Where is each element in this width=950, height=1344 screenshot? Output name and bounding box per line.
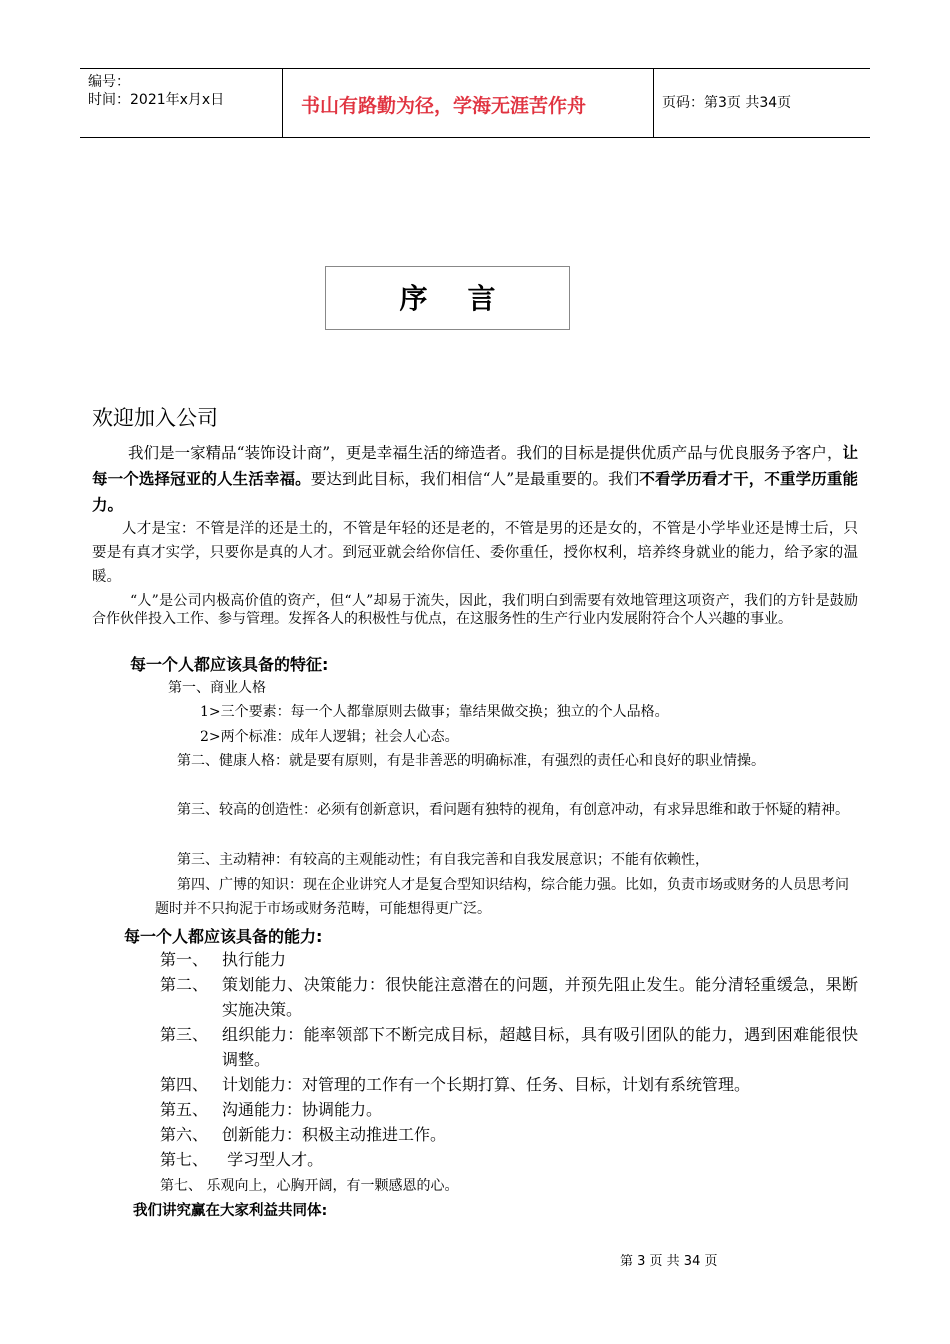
ability-last: 第七、 乐观向上，心胸开阔，有一颗感恩的心。 xyxy=(160,1178,459,1194)
ability-number: 第二、 xyxy=(160,975,209,994)
para1-d: 不看学历看才干，不重学历重能力。 xyxy=(92,469,858,514)
ability-text: 沟通能力：协调能力。 xyxy=(222,1100,383,1119)
ability-text: 计划能力：对管理的工作有一个长期打算、任务、目标，计划有系统管理。 xyxy=(222,1075,751,1094)
ability-number: 第一、 xyxy=(160,950,209,969)
welcome-paragraph-2: 人才是宝：不管是洋的还是土的，不管是年轻的还是老的，不管是男的还是女的，不管是小学毕业还是博士后，只要是有真才实学，只要你是真的人才。到冠亚就会给你信任、委你重任，授你权利，培养终身就业的能力，给予家的温暖。 xyxy=(92,521,858,585)
trait-item: 1>三个要素：每一个人都靠原则去做事；靠结果做交换；独立的个人品格。 xyxy=(200,704,669,720)
para1-b: 让每一个选择冠亚的人生活幸福。 xyxy=(92,443,858,488)
ability-text: 组织能力：能率领部下不断完成目标，超越目标，具有吸引团队的能力，遇到困难能很快调整。 xyxy=(222,1025,858,1069)
page-code: 页码：第3页 共34页 xyxy=(662,95,792,111)
header-page-cell xyxy=(654,69,870,137)
page-footer: 第 3 页 共 34 页 xyxy=(620,1254,718,1269)
ability-number: 第四、 xyxy=(160,1075,209,1094)
number-label: 编号： xyxy=(88,74,130,90)
para1-c: 要达到此目标，我们相信“人”是最重要的。我们 xyxy=(310,470,640,488)
trait-item: 2>两个标准：成年人逻辑；社会人心态。 xyxy=(200,729,459,745)
welcome-paragraph-3: “人”是公司内极高价值的资产，但“人”却易于流失，因此，我们明白到需要有效地管理这项资产，我们的方针是鼓励合作伙伴投入工作、参与管理。发挥各人的积极性与优点，在这服务性的生产行业内发展附符合个人兴趣的事业。 xyxy=(92,593,858,627)
community-heading: 我们讲究赢在大家利益共同体: xyxy=(133,1203,328,1219)
ability-number: 第五、 xyxy=(160,1100,209,1119)
traits-heading: 每一个人都应该具备的特征: xyxy=(130,655,329,674)
trait-item: 第四、广博的知识：现在企业讲究人才是复合型知识结构，综合能力强。比如，负责市场或财务的人员思考问题时并不只拘泥于市场或财务范畴，可能想得更广泛。 xyxy=(155,877,849,917)
ability-text: 创新能力：积极主动推进工作。 xyxy=(222,1125,447,1144)
welcome-paragraph-1 xyxy=(92,440,858,518)
trait-item: 第三、主动精神：有较高的主观能动性；有自我完善和自我发展意识；不能有依赖性， xyxy=(177,852,709,868)
page-title: 序言 xyxy=(399,282,536,315)
abilities-heading: 每一个人都应该具备的能力: xyxy=(124,927,323,946)
time-label: 时间：2021年x月x日 xyxy=(88,92,225,108)
ability-text: 执行能力 xyxy=(222,950,287,969)
para1-a: 我们是一家精品“装饰设计商”，更是幸福生活的缔造者。我们的目标是提供优质产品与优良服务予客户， xyxy=(128,444,843,462)
header-meta-cell xyxy=(80,69,283,137)
motto: 书山有路勤为径，学海无涯苦作舟 xyxy=(301,95,587,117)
document-header xyxy=(80,68,870,138)
ability-number: 第七、 xyxy=(160,1150,209,1169)
ability-number: 第三、 xyxy=(160,1025,209,1044)
title-box xyxy=(325,266,570,330)
welcome-heading: 欢迎加入公司 xyxy=(92,406,218,430)
ability-text: 学习型人才。 xyxy=(222,1150,324,1169)
ability-number: 第六、 xyxy=(160,1125,209,1144)
trait-item: 第二、健康人格：就是要有原则，有是非善恶的明确标准，有强烈的责任心和良好的职业情操。 xyxy=(177,753,765,769)
ability-text: 策划能力、决策能力：很快能注意潜在的问题，并预先阻止发生。能分清轻重缓急，果断实施决策。 xyxy=(222,975,858,1019)
header-motto-cell xyxy=(283,69,654,137)
trait-item: 第三、较高的创造性：必须有创新意识，看问题有独特的视角，有创意冲动，有求异思维和敢于怀疑的精神。 xyxy=(177,802,849,818)
trait-item: 第一、商业人格 xyxy=(168,680,266,696)
